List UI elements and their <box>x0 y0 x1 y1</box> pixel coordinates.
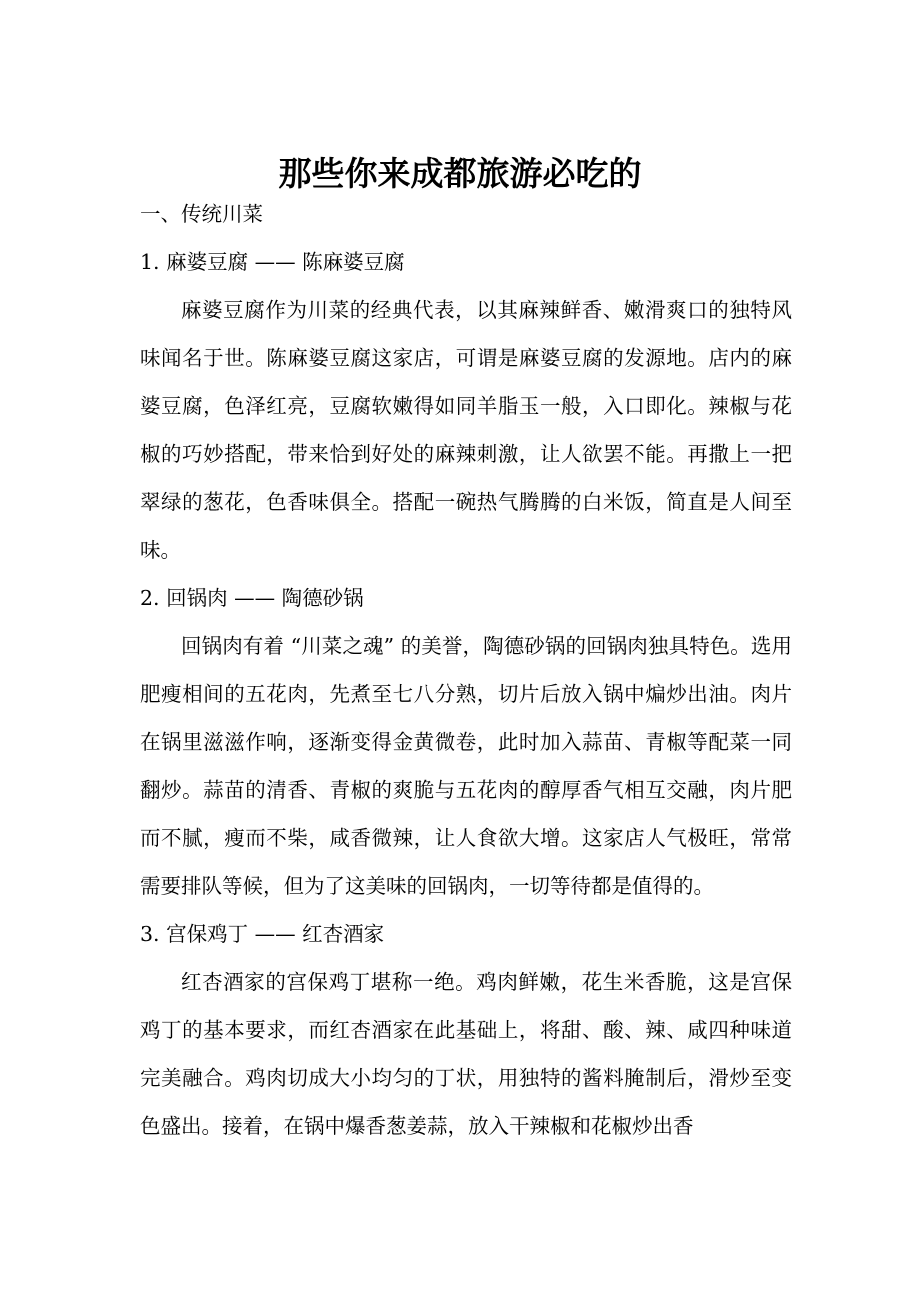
item-paragraph-kung-pao-chicken: 红杏酒家的宫保鸡丁堪称一绝。鸡肉鲜嫩，花生米香脆，这是宫保鸡丁的基本要求，而红杏酒家在此基础上，将甜、酸、辣、咸四种味道完美融合。鸡肉切成大小均匀的丁状，用独特的酱料腌制后，滑炒至变色盛出。接着，在锅中爆香葱姜蒜，放入干辣椒和花椒炒出香 <box>140 970 792 1138</box>
item-heading-twice-cooked-pork: 2. 回锅肉 —— 陶德砂锅 <box>140 586 364 610</box>
item-paragraph-twice-cooked-pork: 回锅肉有着 “川菜之魂” 的美誉，陶德砂锅的回锅肉独具特色。选用肥瘦相间的五花肉，先煮至七八分熟，切片后放入锅中煸炒出油。肉片在锅里滋滋作响，逐渐变得金黄微卷，此时加入蒜苗、青椒等配菜一同翻炒。蒜苗的清香、青椒的爽脆与五花肉的醇厚香气相互交融，肉片肥而不腻，瘦而不柴，咸香微辣，让人食欲大增。这家店人气极旺，常常需要排队等候，但为了这美味的回锅肉，一切等待都是值得的。 <box>140 634 792 898</box>
section-heading: 一、传统川菜 <box>140 202 263 226</box>
item-heading-mapo-tofu: 1. 麻婆豆腐 —— 陈麻婆豆腐 <box>140 250 405 274</box>
document-title: 那些你来成都旅游必吃的 <box>278 154 642 194</box>
document-body <box>140 190 792 1150</box>
item-heading-kung-pao-chicken: 3. 宫保鸡丁 —— 红杏酒家 <box>140 922 385 946</box>
item-paragraph-mapo-tofu: 麻婆豆腐作为川菜的经典代表，以其麻辣鲜香、嫩滑爽口的独特风味闻名于世。陈麻婆豆腐这家店，可谓是麻婆豆腐的发源地。店内的麻婆豆腐，色泽红亮，豆腐软嫩得如同羊脂玉一般，入口即化。辣椒与花椒的巧妙搭配，带来恰到好处的麻辣刺激，让人欲罢不能。再撒上一把翠绿的葱花，色香味俱全。搭配一碗热气腾腾的白米饭，简直是人间至味。 <box>140 298 792 562</box>
